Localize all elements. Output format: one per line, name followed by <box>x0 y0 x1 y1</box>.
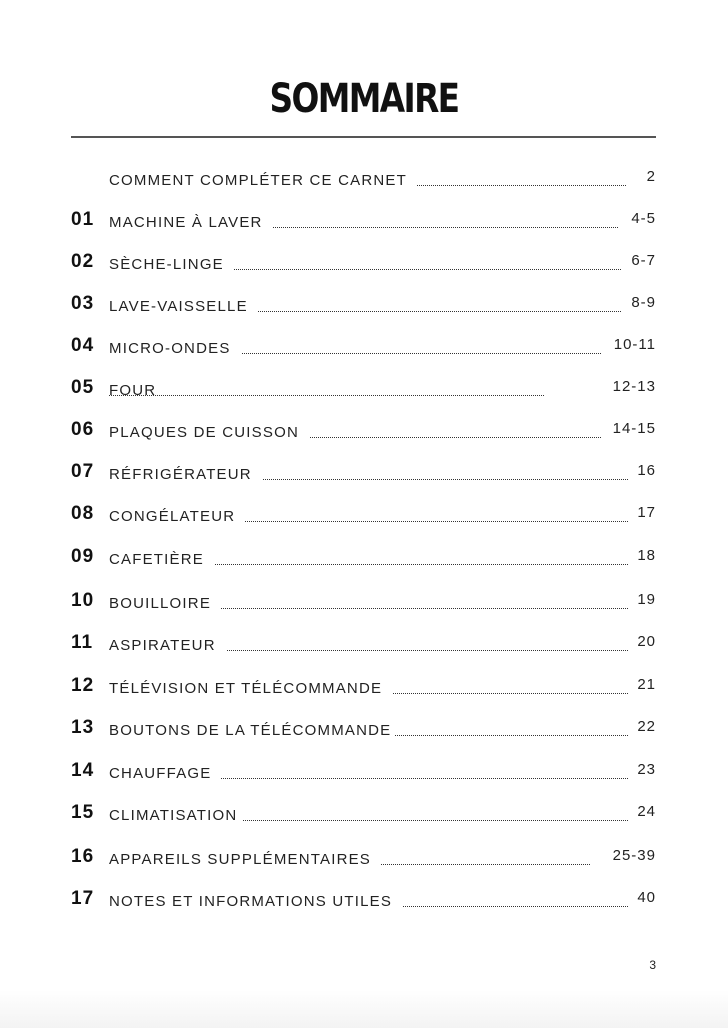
toc-entry[interactable] <box>71 760 656 787</box>
toc-entry-number: 05 <box>71 377 95 398</box>
toc-entry-number: 16 <box>71 846 95 867</box>
toc-entry-page: 16 <box>637 462 656 479</box>
dot-leader <box>395 735 628 736</box>
toc-entry-page: 6-7 <box>631 252 656 269</box>
toc-entry-label: CLIMATISATION <box>109 807 238 824</box>
toc-entry-label: CONGÉLATEUR <box>109 508 245 525</box>
toc-entry-label: RÉFRIGÉRATEUR <box>109 466 262 483</box>
toc-entry-page: 21 <box>637 676 656 693</box>
toc-entry-label: TÉLÉVISION ET TÉLÉCOMMANDE <box>109 680 392 697</box>
toc-entry-label: BOUTONS DE LA TÉLÉCOMMANDE <box>109 722 392 739</box>
toc-entry[interactable] <box>71 802 656 829</box>
dot-leader <box>215 650 628 651</box>
toc-entry-label: APPAREILS SUPPLÉMENTAIRES <box>109 851 381 868</box>
toc-entry-page: 8-9 <box>631 294 656 311</box>
dot-leader <box>219 778 628 779</box>
toc-entry-number: 12 <box>71 675 95 696</box>
dot-leader <box>383 693 628 694</box>
toc-entry[interactable] <box>71 209 656 236</box>
toc-entry[interactable] <box>71 419 656 446</box>
dot-leader <box>229 269 621 270</box>
toc-entry-number: 15 <box>71 802 95 823</box>
toc-entry[interactable] <box>71 377 656 404</box>
toc-entry-page: 24 <box>637 803 656 820</box>
toc-entry-page: 22 <box>637 718 656 735</box>
toc-entry-number: 10 <box>71 590 95 611</box>
toc-entry-number: 03 <box>71 293 95 314</box>
page-number: 3 <box>649 958 656 972</box>
toc-entry-number: 14 <box>71 760 95 781</box>
dot-leader <box>109 395 544 396</box>
toc-entry-page: 2 <box>646 168 656 185</box>
dot-leader <box>243 820 628 821</box>
page-footer-shade <box>0 990 728 1028</box>
toc-entry-label: CAFETIÈRE <box>109 551 214 568</box>
dot-leader <box>414 185 626 186</box>
toc-entry[interactable] <box>71 293 656 320</box>
toc-entry-page: 40 <box>637 889 656 906</box>
toc-entry-page: 14-15 <box>612 420 656 437</box>
toc-entry[interactable] <box>71 888 656 915</box>
toc-entry-label: LAVE-VAISSELLE <box>109 298 258 315</box>
toc-entry[interactable] <box>71 170 656 194</box>
dot-leader <box>237 353 601 354</box>
dot-leader <box>243 521 628 522</box>
toc-entry-label: COMMENT COMPLÉTER CE CARNET <box>109 172 417 189</box>
toc-entry-page: 19 <box>637 591 656 608</box>
toc-entry-label: CHAUFFAGE <box>109 765 221 782</box>
toc-entry[interactable] <box>71 717 656 744</box>
dot-leader <box>203 564 628 565</box>
toc-entry-number: 01 <box>71 209 95 230</box>
dot-leader <box>215 608 628 609</box>
toc-entry-label: PLAQUES DE CUISSON <box>109 424 309 441</box>
dot-leader <box>300 437 601 438</box>
dot-leader <box>247 479 628 480</box>
dot-leader <box>393 906 628 907</box>
page-title: SOMMAIRE <box>269 76 459 122</box>
toc-entry-page: 25-39 <box>612 847 656 864</box>
toc-entry-number: 11 <box>71 632 94 653</box>
toc-entry[interactable] <box>71 251 656 278</box>
toc-entry[interactable] <box>71 503 656 530</box>
toc-entry[interactable] <box>71 846 656 873</box>
toc-entry-page: 10-11 <box>613 336 656 353</box>
toc-entry-number: 02 <box>71 251 95 272</box>
toc-entry-number: 07 <box>71 461 95 482</box>
toc-entry-page: 12-13 <box>612 378 656 395</box>
toc-entry[interactable] <box>71 675 656 702</box>
toc-entry-page: 17 <box>637 504 656 521</box>
toc-entry-page: 20 <box>637 633 656 650</box>
toc-entry-number: 04 <box>71 335 95 356</box>
toc-entry[interactable] <box>71 461 656 488</box>
toc-entry-label: MACHINE À LAVER <box>109 214 273 231</box>
toc-entry-label: ASPIRATEUR <box>109 637 226 654</box>
toc-entry[interactable] <box>71 590 656 617</box>
toc-entry-page: 18 <box>637 547 656 564</box>
toc-entry-number: 06 <box>71 419 95 440</box>
dot-leader <box>247 311 621 312</box>
toc-entry[interactable] <box>71 335 656 362</box>
dot-leader <box>363 864 590 865</box>
toc-entry[interactable] <box>71 632 656 659</box>
toc-entry-label: MICRO-ONDES <box>109 340 241 357</box>
toc-entry-page: 4-5 <box>631 210 656 227</box>
toc-entry-label: NOTES ET INFORMATIONS UTILES <box>109 893 402 910</box>
toc-entry-number: 09 <box>71 546 95 567</box>
toc-entry-label: SÈCHE-LINGE <box>109 256 234 273</box>
toc-entry-label: FOUR <box>109 382 157 399</box>
toc-entry-page: 23 <box>637 761 656 778</box>
toc-entry-label: BOUILLOIRE <box>109 595 221 612</box>
toc-entry-number: 17 <box>71 888 95 909</box>
title-divider <box>71 136 656 138</box>
toc-entry-number: 13 <box>71 717 95 738</box>
toc-entry[interactable] <box>71 546 656 573</box>
dot-leader <box>273 227 618 228</box>
toc-entry-number: 08 <box>71 503 95 524</box>
